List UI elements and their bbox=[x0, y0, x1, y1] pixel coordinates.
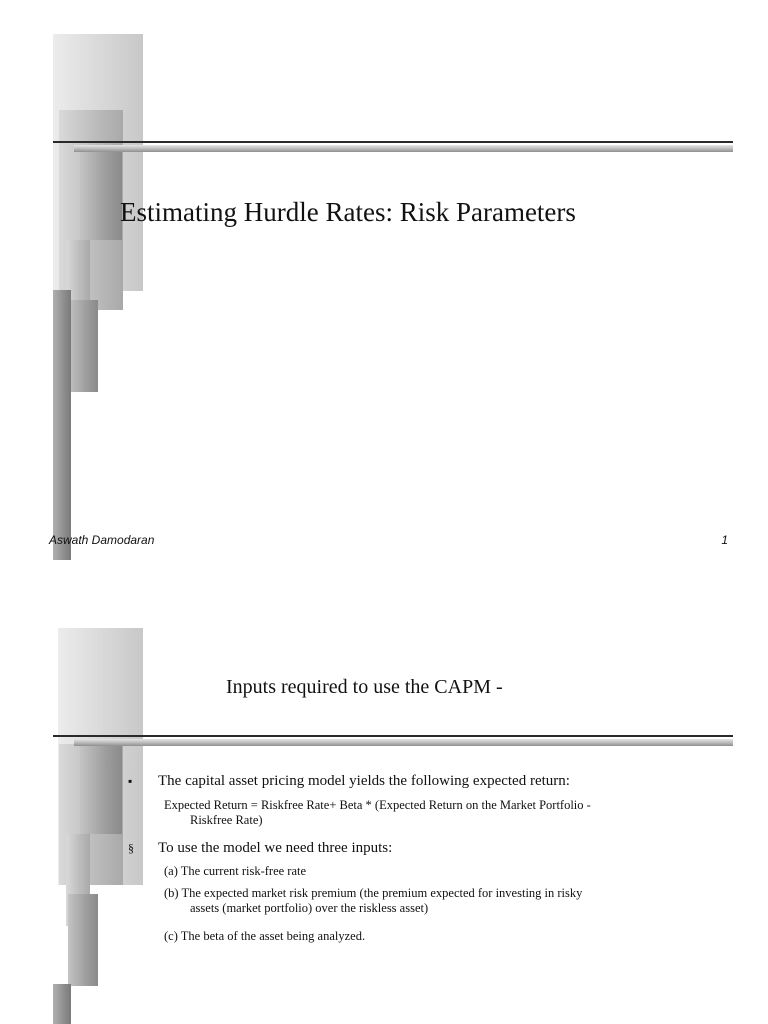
formula-line bbox=[164, 798, 704, 828]
slide-title: Inputs required to use the CAPM - bbox=[226, 676, 503, 698]
sub-line: Expected Return = Riskfree Rate+ Beta * (Expected Return on the Market Portfolio - bbox=[164, 798, 591, 812]
page-number: 1 bbox=[721, 533, 728, 547]
decorative-bar bbox=[53, 290, 71, 560]
title-divider-dark bbox=[53, 141, 733, 143]
sub-line: (c) The beta of the asset being analyzed. bbox=[164, 929, 366, 943]
sub-item bbox=[164, 886, 704, 916]
section-bullet-icon: § bbox=[128, 841, 134, 855]
sub-item bbox=[164, 864, 704, 879]
sub-line-continuation: assets (market portfolio) over the riskless asset) bbox=[190, 901, 429, 915]
decorative-bar bbox=[53, 984, 71, 1024]
decorative-bar bbox=[80, 746, 122, 834]
title-divider bbox=[74, 145, 733, 152]
sub-line-continuation: Riskfree Rate) bbox=[190, 813, 263, 827]
sub-line: (b) The expected market risk premium (the premium expected for investing in risky bbox=[164, 886, 583, 900]
bullet-text: To use the model we need three inputs: bbox=[158, 840, 393, 856]
title-divider bbox=[74, 739, 733, 746]
decorative-bar bbox=[68, 894, 98, 986]
square-bullet-icon: ▪ bbox=[128, 774, 133, 788]
title-divider-dark bbox=[53, 735, 733, 737]
sub-line: (a) The current risk-free rate bbox=[164, 864, 307, 878]
bullet-text: The capital asset pricing model yields the following expected return: bbox=[158, 773, 570, 789]
footer-author: Aswath Damodaran bbox=[49, 533, 155, 547]
slide-2 bbox=[0, 594, 768, 1024]
decorative-bar bbox=[68, 300, 98, 392]
decorative-bar bbox=[80, 152, 122, 240]
sub-item bbox=[164, 929, 704, 944]
slide-title: Estimating Hurdle Rates: Risk Parameters bbox=[120, 197, 576, 227]
